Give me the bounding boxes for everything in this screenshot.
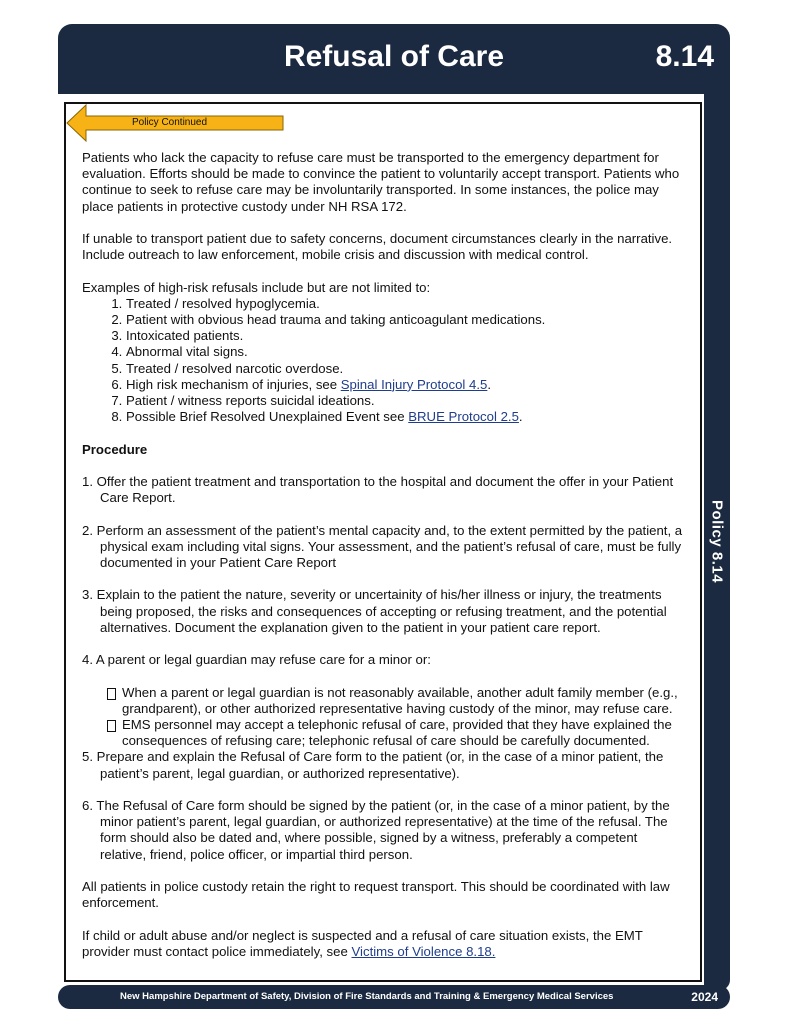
procedure-step-3: 3. Explain to the patient the nature, severity or uncertainity of his/her illness or injury, the treatments being proposed, the risks and consequences of accepting or refusing treatment, and the potential alternatives. Document the explanation given to the patient in your patient care report. (82, 587, 667, 635)
policy-continued-banner (66, 104, 286, 142)
procedure-heading: Procedure (82, 441, 148, 457)
step-4-bullets (82, 685, 686, 750)
checkbox-glyph-icon (107, 720, 116, 732)
list-item: 4. Abnormal vital signs. (126, 344, 686, 360)
page-header (58, 24, 730, 94)
list-item: 6. High risk mechanism of injuries, see Spinal Injury Protocol 4.5. (126, 377, 686, 393)
page-title: Refusal of Care (283, 40, 505, 73)
list-item: When a parent or legal guardian is not reasonably available, another adult family member (e.g., grandparent), or other authorized representative having custody of the minor, may refuse care. (82, 685, 686, 717)
paragraph-abuse: If child or adult abuse and/or neglect is suspected and a refusal of care situation exists, the EMT provider must contact police immediately, see Victims of Violence 8.18. (82, 927, 643, 959)
paragraph-custody: All patients in police custody retain the right to request transport. This should be coordinated with law enforcement. (82, 878, 670, 911)
examples-intro: Examples of high-risk refusals include but are not limited to: (82, 279, 431, 295)
procedure-step-2: 2. Perform an assessment of the patient’s mental capacity and, to the extent permitted by the patient, a physical exam including vital signs. Your assessment, and the patient’s refusal of care, must be fully documented in your Patient Care Report (82, 522, 683, 570)
policy-body (82, 150, 686, 976)
paragraph-capacity: Patients who lack the capacity to refuse care must be transported to the emergency department for evaluation. Efforts should be made to convince the patient to voluntarily accept transport. Patients who continue to seek to refuse care may be involuntarily transported. In some instances, the police may place patients in protective custody under NH RSA 172. (82, 150, 680, 214)
list-item: 8. Possible Brief Resolved Unexplained Event see BRUE Protocol 2.5. (126, 409, 686, 425)
list-item: 5. Treated / resolved narcotic overdose. (126, 361, 686, 377)
brue-protocol-link[interactable]: BRUE Protocol 2.5 (408, 409, 519, 425)
high-risk-list (82, 296, 686, 426)
procedure-step-6: 6. The Refusal of Care form should be signed by the patient (or, in the case of a minor patient, by the minor patient’s parent, legal guardian, or authorized representative) at the time of the refusal. The form should also be dated and, where possible, signed by a witness, preferably a competent relative, friend, police officer, or impartial third person. (82, 797, 670, 862)
list-item: 1. Treated / resolved hypoglycemia. (126, 296, 686, 312)
procedure-step-4: 4. A parent or legal guardian may refuse care for a minor or: (82, 652, 431, 668)
list-item: 7. Patient / witness reports suicidal ideations. (126, 393, 686, 409)
list-item: 3. Intoxicated patients. (126, 328, 686, 344)
page-footer (58, 985, 730, 1009)
banner-label: Policy Continued (132, 117, 208, 128)
footer-department: New Hampshire Department of Safety, Division of Fire Standards and Training & Emergency Medical Services (120, 991, 614, 1002)
procedure-step-1: 1. Offer the patient treatment and transportation to the hospital and document the offer in your Patient Care Report. (82, 474, 674, 506)
list-item: 2. Patient with obvious head trauma and taking anticoagulant medications. (126, 312, 686, 328)
list-item: EMS personnel may accept a telephonic refusal of care, provided that they have explained the consequences of refusing care; telephonic refusal of care should be carefully documented. (82, 717, 686, 749)
paragraph-safety: If unable to transport patient due to safety concerns, document circumstances clearly in the narrative. Include outreach to law enforcement, mobile crisis and discussion with medical control. (82, 231, 673, 263)
sidebar-label-text: Policy 8.14 (708, 500, 726, 584)
spinal-injury-link[interactable]: Spinal Injury Protocol 4.5 (340, 376, 488, 392)
section-number: 8.14 (655, 40, 714, 73)
sidebar-label (703, 492, 731, 592)
checkbox-glyph-icon (107, 688, 116, 700)
footer-year: 2024 (691, 990, 718, 1004)
procedure-step-5: 5. Prepare and explain the Refusal of Care form to the patient (or, in the case of a minor patient, the patient’s parent, legal guardian, or authorized representative). (82, 749, 664, 781)
victims-of-violence-link[interactable]: Victims of Violence 8.18. (351, 943, 496, 959)
